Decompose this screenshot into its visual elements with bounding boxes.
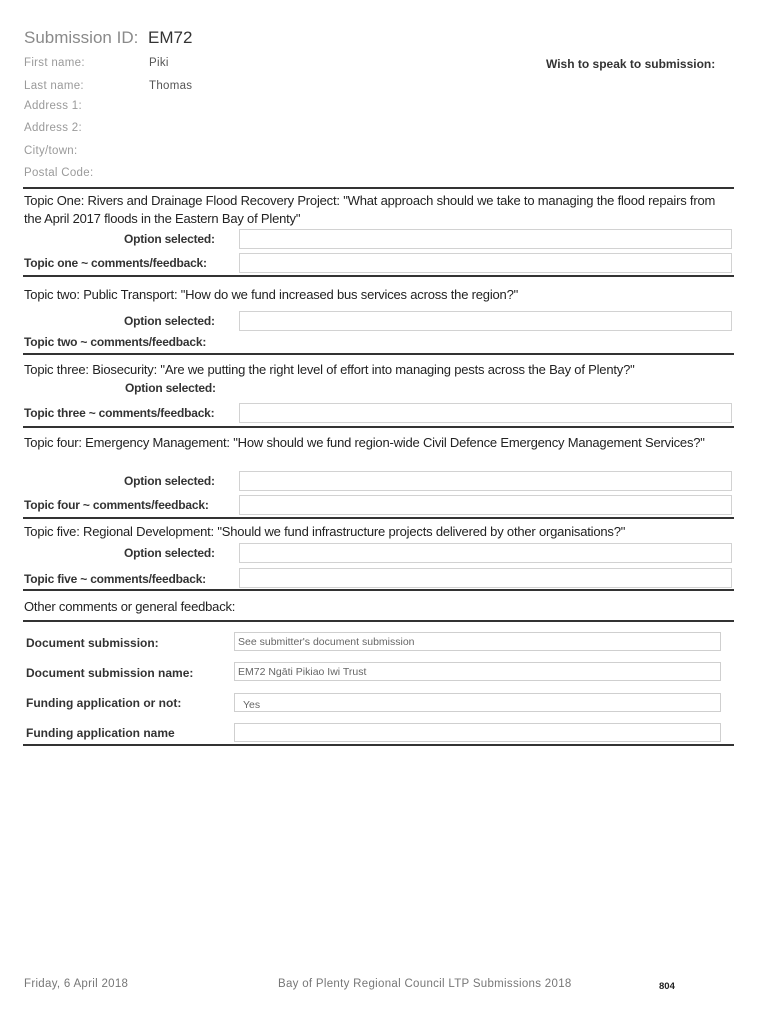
topic-one-option-field[interactable] [239, 229, 732, 249]
section-divider [23, 517, 734, 519]
submission-id-value: EM72 [148, 28, 193, 47]
funding-application-name-label: Funding application name [26, 726, 175, 740]
section-divider [23, 187, 734, 189]
topic-three-title: Topic three: Biosecurity: "Are we putting the right level of effort into managing pests across the Bay of Plenty?" [24, 362, 635, 377]
funding-application-label: Funding application or not: [26, 696, 182, 710]
topic-one-comments-field[interactable] [239, 253, 732, 273]
topic-one-comments-label: Topic one ~ comments/feedback: [24, 256, 207, 270]
page-number: 804 [659, 981, 675, 992]
city-label: City/town: [24, 145, 78, 157]
first-name-label: First name: [24, 57, 85, 69]
document-submission-name-field[interactable]: EM72 Ngāti Pikiao Iwi Trust [234, 662, 721, 681]
section-divider [23, 744, 734, 746]
footer-date: Friday, 6 April 2018 [24, 978, 129, 990]
topic-four-option-field[interactable] [239, 471, 732, 491]
topic-five-comments-label: Topic five ~ comments/feedback: [24, 572, 206, 586]
topic-three-comments-field[interactable] [239, 403, 732, 423]
address1-label: Address 1: [24, 100, 82, 112]
section-divider [23, 275, 734, 277]
topic-three-option-label: Option selected: [125, 381, 216, 395]
topic-one-title: Topic One: Rivers and Drainage Flood Recovery Project: "What approach should we take to managing the flood repairs from the April 2017 floods in the Eastern Bay of Plenty" [24, 193, 716, 226]
section-divider [23, 353, 734, 355]
footer-title: Bay of Plenty Regional Council LTP Submissions 2018 [278, 978, 572, 990]
document-submission-label: Document submission: [26, 636, 159, 650]
topic-five-comments-field[interactable] [239, 568, 732, 588]
topic-two-option-label: Option selected: [124, 314, 215, 328]
first-name-value: Piki [149, 57, 169, 69]
wish-to-speak-label: Wish to speak to submission: [546, 57, 716, 71]
topic-five-option-field[interactable] [239, 543, 732, 563]
address2-label: Address 2: [24, 122, 82, 134]
topic-four-comments-field[interactable] [239, 495, 732, 515]
last-name-label: Last name: [24, 80, 84, 92]
postal-code-label: Postal Code: [24, 167, 94, 179]
document-submission-field[interactable]: See submitter's document submission [234, 632, 721, 651]
topic-two-title: Topic two: Public Transport: "How do we fund increased bus services across the region?" [24, 287, 519, 302]
topic-four-comments-label: Topic four ~ comments/feedback: [24, 498, 209, 512]
topic-three-comments-label: Topic three ~ comments/feedback: [24, 406, 215, 420]
funding-application-name-field[interactable] [234, 723, 721, 742]
topic-four-option-label: Option selected: [124, 474, 215, 488]
section-divider [23, 426, 734, 428]
section-divider [23, 589, 734, 591]
topic-one-option-label: Option selected: [124, 232, 215, 246]
last-name-value: Thomas [149, 80, 193, 92]
funding-application-field[interactable]: Yes [234, 693, 721, 712]
section-divider [23, 620, 734, 622]
topic-five-option-label: Option selected: [124, 546, 215, 560]
document-submission-name-label: Document submission name: [26, 666, 194, 680]
topic-four-title: Topic four: Emergency Management: "How should we fund region-wide Civil Defence Emergency Management Services?" [24, 435, 705, 450]
other-comments-label: Other comments or general feedback: [24, 599, 236, 614]
submission-id-label: Submission ID: [24, 28, 139, 47]
topic-five-title: Topic five: Regional Development: "Should we fund infrastructure projects delivered by other organisations?" [24, 524, 626, 539]
topic-two-option-field[interactable] [239, 311, 732, 331]
topic-two-comments-label: Topic two ~ comments/feedback: [24, 335, 207, 349]
